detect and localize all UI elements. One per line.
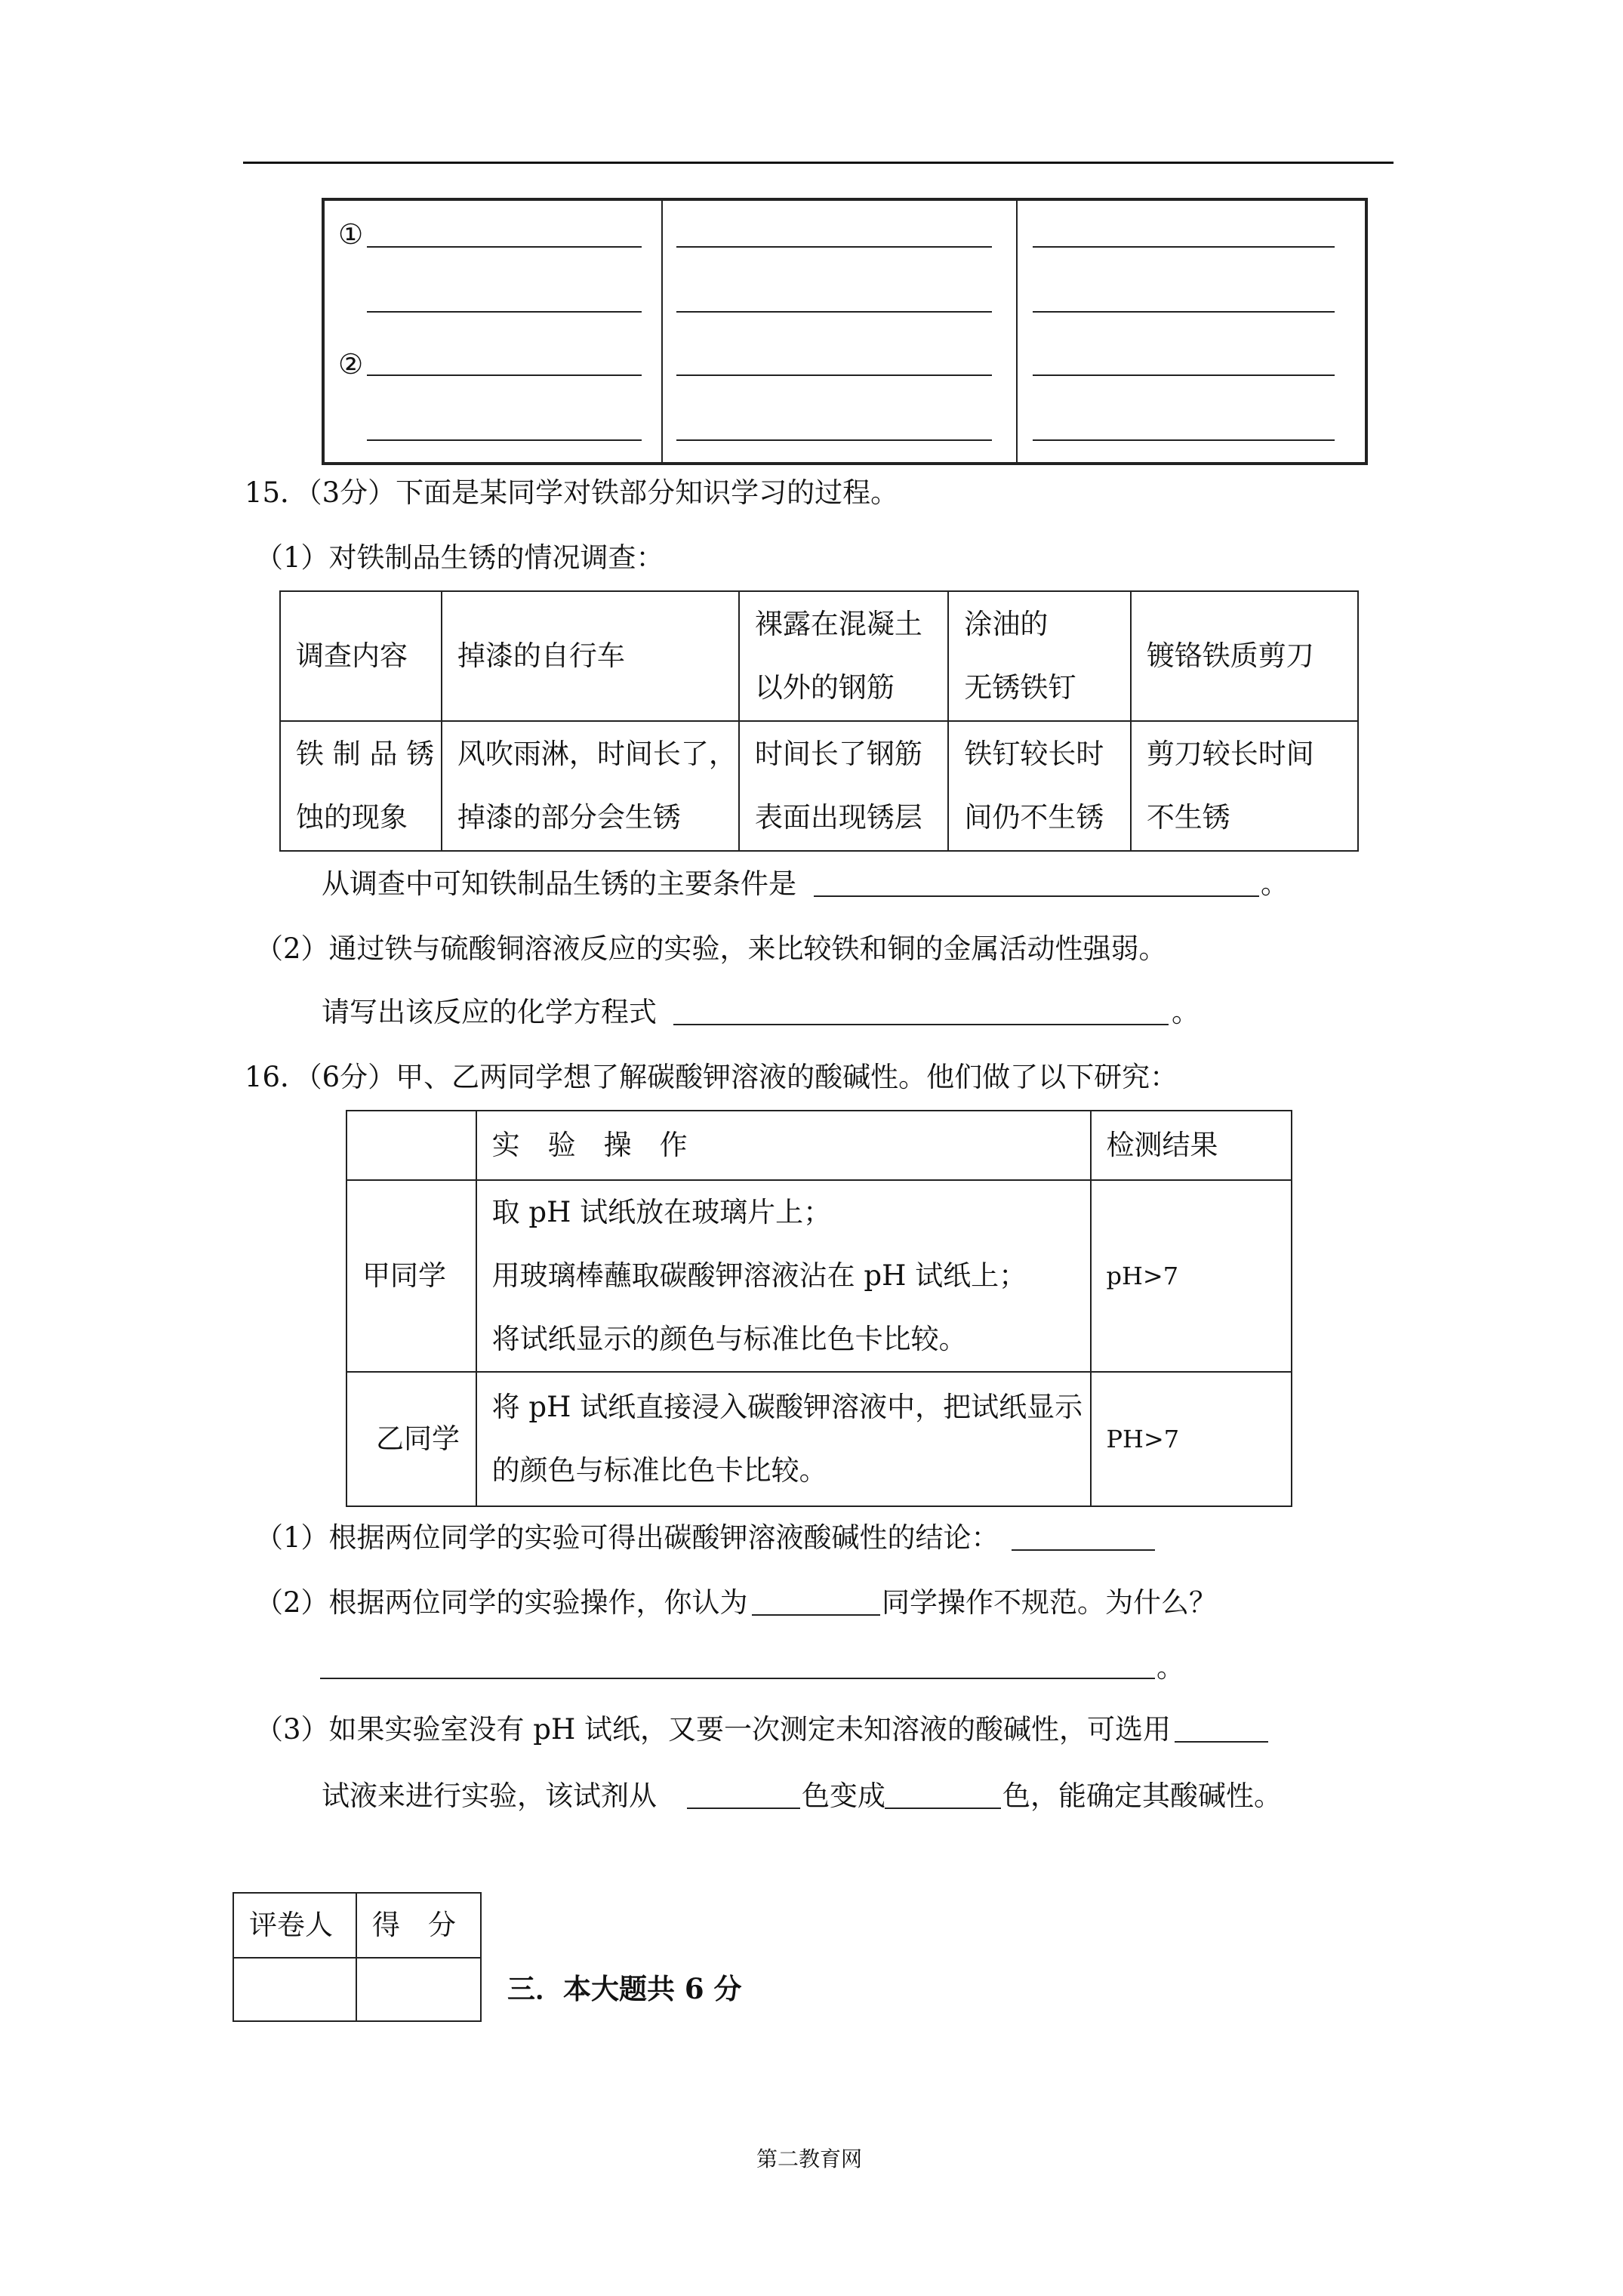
q16-part3-prefix: （3）如果实验室没有 pH 试纸，又要一次测定未知溶液的酸碱性，可选用	[255, 1713, 1172, 1746]
answer-box-divider	[1016, 201, 1018, 462]
table-cell: 将 pH 试纸直接浸入碳酸钾溶液中，把试纸显示 的颜色与标准比色卡比较。	[476, 1372, 1091, 1506]
answer-blank[interactable]	[676, 311, 992, 313]
table-row	[346, 1180, 1292, 1372]
table-cell: 取 pH 试纸放在玻璃片上； 用玻璃棒蘸取碳酸钾溶液沾在 pH 试纸上； 将试纸显示的颜色与标准比色卡比较。	[476, 1180, 1091, 1372]
q16-heading: 16．（6分）甲、乙两同学想了解碳酸钾溶液的酸碱性。他们做了以下研究：	[245, 1061, 1178, 1093]
score-label: 得 分	[356, 1893, 481, 1958]
q15-conclusion-blank[interactable]	[814, 895, 1259, 897]
circle-one: ①	[338, 218, 364, 251]
answer-blank[interactable]	[676, 439, 992, 441]
table-header-row	[346, 1111, 1292, 1180]
period: 。	[1156, 1651, 1184, 1684]
section-three-heading: 三．本大题共 6 分	[507, 1972, 742, 2005]
table-cell: 涂油的 无锈铁钉	[948, 591, 1130, 721]
table-cell: 裸露在混凝土 以外的钢筋	[739, 591, 949, 721]
q16-part1-blank[interactable]	[1012, 1549, 1155, 1551]
header-rule	[243, 162, 1394, 164]
q15-equation-text: 请写出该反应的化学方程式	[322, 996, 657, 1028]
q16-part2-reason-blank[interactable]	[320, 1678, 1155, 1679]
q15-conclusion-text: 从调查中可知铁制品生锈的主要条件是	[322, 868, 796, 900]
table-cell: PH>7	[1091, 1372, 1292, 1506]
ph-experiment-table	[346, 1110, 1292, 1507]
table-cell: 铁 制 品 锈 蚀的现象	[280, 721, 442, 851]
q16-part3-line2-b: 色变成	[802, 1780, 885, 1812]
answer-box-table	[322, 198, 1368, 465]
score-field[interactable]	[356, 1958, 481, 2021]
q15-heading: 15．（3分）下面是某同学对铁部分知识学习的过程。	[245, 476, 899, 509]
grader-field[interactable]	[233, 1958, 356, 2021]
rust-survey-table	[279, 590, 1359, 852]
table-cell: 实 验 操 作	[476, 1111, 1091, 1180]
table-cell: 调查内容	[280, 591, 442, 721]
answer-blank[interactable]	[367, 374, 642, 376]
table-cell: 剪刀较长时间 不生锈	[1131, 721, 1358, 851]
table-cell: 掉漆的自行车	[442, 591, 739, 721]
q16-part3-color-from-blank[interactable]	[687, 1808, 800, 1809]
q16-part2-blank[interactable]	[752, 1614, 880, 1616]
answer-blank[interactable]	[1033, 374, 1335, 376]
page-footer: 第二教育网	[756, 2147, 863, 2171]
answer-blank[interactable]	[1033, 246, 1335, 248]
table-cell: pH>7	[1091, 1180, 1292, 1372]
circle-two: ②	[338, 348, 364, 381]
answer-blank[interactable]	[1033, 439, 1335, 441]
q16-part2-suffix: 同学操作不规范。为什么？	[882, 1586, 1217, 1619]
q16-part3-color-to-blank[interactable]	[885, 1808, 1001, 1809]
q15-part2: （2）通过铁与硫酸铜溶液反应的实验，来比较铁和铜的金属活动性强弱。	[255, 932, 1167, 965]
table-cell: 风吹雨淋，时间长了， 掉漆的部分会生锈	[442, 721, 739, 851]
answer-box-divider	[661, 201, 663, 462]
table-cell: 镀铬铁质剪刀	[1131, 591, 1358, 721]
q15-part1: （1）对铁制品生锈的情况调查：	[255, 541, 664, 574]
table-cell: 检测结果	[1091, 1111, 1292, 1180]
q16-part1: （1）根据两位同学的实验可得出碳酸钾溶液酸碱性的结论：	[255, 1521, 999, 1554]
table-row	[280, 721, 1358, 851]
table-cell: 时间长了钢筋 表面出现锈层	[739, 721, 949, 851]
answer-blank[interactable]	[367, 439, 642, 441]
q16-part3-line2-a: 试液来进行实验，该试剂从	[322, 1780, 657, 1812]
answer-blank[interactable]	[676, 374, 992, 376]
table-cell	[346, 1111, 476, 1180]
period: 。	[1172, 996, 1200, 1028]
answer-blank[interactable]	[676, 246, 992, 248]
period: 。	[1261, 868, 1289, 900]
answer-blank[interactable]	[367, 246, 642, 248]
grader-label: 评卷人	[233, 1893, 356, 1958]
q16-part2-prefix: （2）根据两位同学的实验操作，你认为	[255, 1586, 748, 1619]
table-cell: 乙同学	[346, 1372, 476, 1506]
q16-part3-blank[interactable]	[1175, 1741, 1268, 1743]
table-cell: 甲同学	[346, 1180, 476, 1372]
table-row	[346, 1372, 1292, 1506]
q16-part3-line2-c: 色，能确定其酸碱性。	[1002, 1780, 1282, 1812]
score-box	[233, 1892, 482, 2022]
answer-blank[interactable]	[367, 311, 642, 313]
q15-equation-blank[interactable]	[673, 1024, 1169, 1025]
table-cell: 铁钉较长时 间仍不生锈	[948, 721, 1130, 851]
table-row	[280, 591, 1358, 721]
answer-blank[interactable]	[1033, 311, 1335, 313]
